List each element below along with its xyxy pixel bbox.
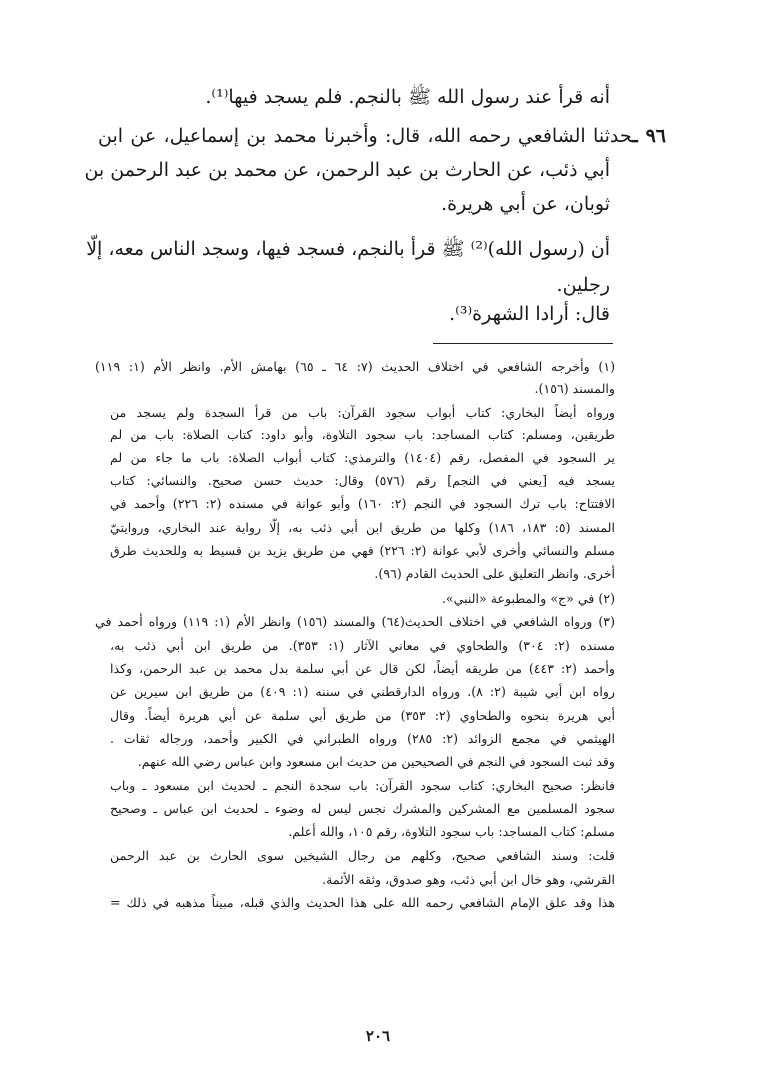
footnote-line: (٢) في «ج» والمطبوعة «النبي».	[441, 591, 615, 606]
footnote-line: ورواه أيضاً البخاري: كتاب أبواب سجود القرآن: باب من قرأ السجدة ولم يسجد من	[110, 405, 615, 420]
main-text-line-1: أنه قرأ عند رسول الله ﷺ بالنجم. فلم يسجد فيها⁽¹⁾.	[205, 86, 610, 108]
footnote-line: وقد ثبت السجود في النجم في الصحيحين من حديث ابن مسعود وابن عباس رضي الله عنهم.	[137, 754, 615, 769]
footnote-separator	[433, 343, 613, 344]
footnote-line: (١) وأخرجه الشافعي في اختلاف الحديث (٧: ٦٤ ـ ٦٥) بهامش الأم. وانظر الأم (١: ١١٩)	[95, 359, 615, 374]
footnote-line: رواه ابن أبي شيبة (٢: ٨). ورواه الدارقطني في سننه (١: ٤٠٩) من طريق ابن سيرين عن	[110, 684, 615, 699]
main-text-line-4: ثوبان، عن أبي هريرة.	[441, 193, 610, 215]
footnote-line: هذا وقد علق الإمام الشافعي رحمه الله على هذا الحديث والذي قبله، مبيناً مذهبه في ذلك =	[110, 895, 615, 910]
footnote-line: وأحمد (٢: ٤٤٣) من طريقه أيضاً، لكن قال عن أبي سلمة بدل محمد بن عبد الرحمن، وكذا	[110, 661, 615, 676]
footnote-line: قلت: وسند الشافعي صحيح، وكلهم من رجال الشيخين سوى الحارث بن عبد الرحمن	[110, 848, 615, 863]
footnote-line: (٣) ورواه الشافعي في اختلاف الحديث(٦٤) والمسند (١٥٦) وانظر الأم (١: ١١٩) ورواه أحمد في	[95, 614, 615, 629]
footnote-line: مسلم: كتاب المساجد: باب سجود التلاوة، رقم ١٠٥، والله أعلم.	[288, 824, 615, 839]
main-text-line-6: رجلين.	[556, 274, 610, 296]
footnote-line: مسنده (٢: ٣٠٤) والطحاوي في معاني الآثار (١: ٣٥٣). من طريق ابن أبي ذئب به،	[110, 638, 615, 653]
footnote-line: مسلم والنسائي وأخرى لأبي عوانة (٢: ٢٢٦) فهي من طريق يزيد بن قسيط به وللحديث طرق	[110, 543, 615, 558]
footnote-line: المسند (٥: ١٨٣، ١٨٦) وكلها من طريق ابن أبي ذئب به، إلّا رواية عند البخاري، وروايتيّ	[110, 520, 615, 535]
footnote-line: أبي هريرة بنحوه والطحاوي (٢: ٣٥٣) من طريق أبي سلمة عن أبي هريرة أيضاً. وقال	[110, 708, 615, 723]
footnote-line: أخرى. وانظر التعليق على الحديث القادم (٩٦).	[374, 566, 615, 581]
footnote-line: القرشي، وهو خال ابن أبي ذئب، وهو صدوق، وثقه الأئمة.	[322, 872, 615, 887]
footnote-line: ير السجود في المفصل، رقم (١٤٠٤) والترمذي: كتاب أبواب الصلاة: باب ما جاء من لم	[110, 450, 615, 465]
footnote-line: طريقين، ومسلم: كتاب المساجد: باب سجود التلاوة، وأبو داود: كتاب الصلاة: باب من لم	[110, 427, 615, 442]
hadith-line-1-text: حدثنا الشافعي رحمه الله، قال: وأخبرنا محمد بن إسماعيل، عن ابن	[98, 125, 633, 147]
footnote-line: سجود المسلمين مع المشركين والمشرك نجس ليس له وضوء ـ لحديث ابن عباس ـ وصحيح	[110, 801, 615, 816]
main-text-line-7: قال: أرادا الشهرة⁽³⁾.	[449, 303, 610, 325]
page-number: ٢٠٦	[365, 1027, 391, 1045]
footnote-line: فانظر: صحيح البخاري: كتاب سجود القرآن: باب سجدة النجم ـ لحديث ابن مسعود ـ وباب	[110, 778, 615, 793]
footnote-line: والمسند (١٥٦).	[534, 381, 615, 396]
footnote-line: الافتتاح: باب ترك السجود في النجم (٢: ١٦٠) وأبو عوانة في مسنده (٢: ٢٢٦) وأحمد في	[110, 496, 615, 511]
footnote-line: الهيثمي في مجمع الزوائد (٢: ٢٨٥) ورواه الطبراني في الكبير وأحمد، ورجاله ثقات .	[110, 731, 615, 746]
footnote-line: يسجد فيه [يعني في النجم] رقم (٥٧٦) وقال: حديث حسن صحيح. والنسائي: كتاب	[110, 473, 615, 488]
hadith-line-1	[98, 123, 666, 149]
hadith-number: ٩٦ ـ	[632, 125, 666, 147]
main-text-line-3: أبي ذئب، عن الحارث بن عبد الرحمن، عن محمد بن عبد الرحمن بن	[84, 159, 610, 181]
main-text-line-5: أن (رسول الله)⁽²⁾ ﷺ قرأ بالنجم، فسجد فيها، وسجد الناس معه، إلّا	[86, 238, 610, 260]
